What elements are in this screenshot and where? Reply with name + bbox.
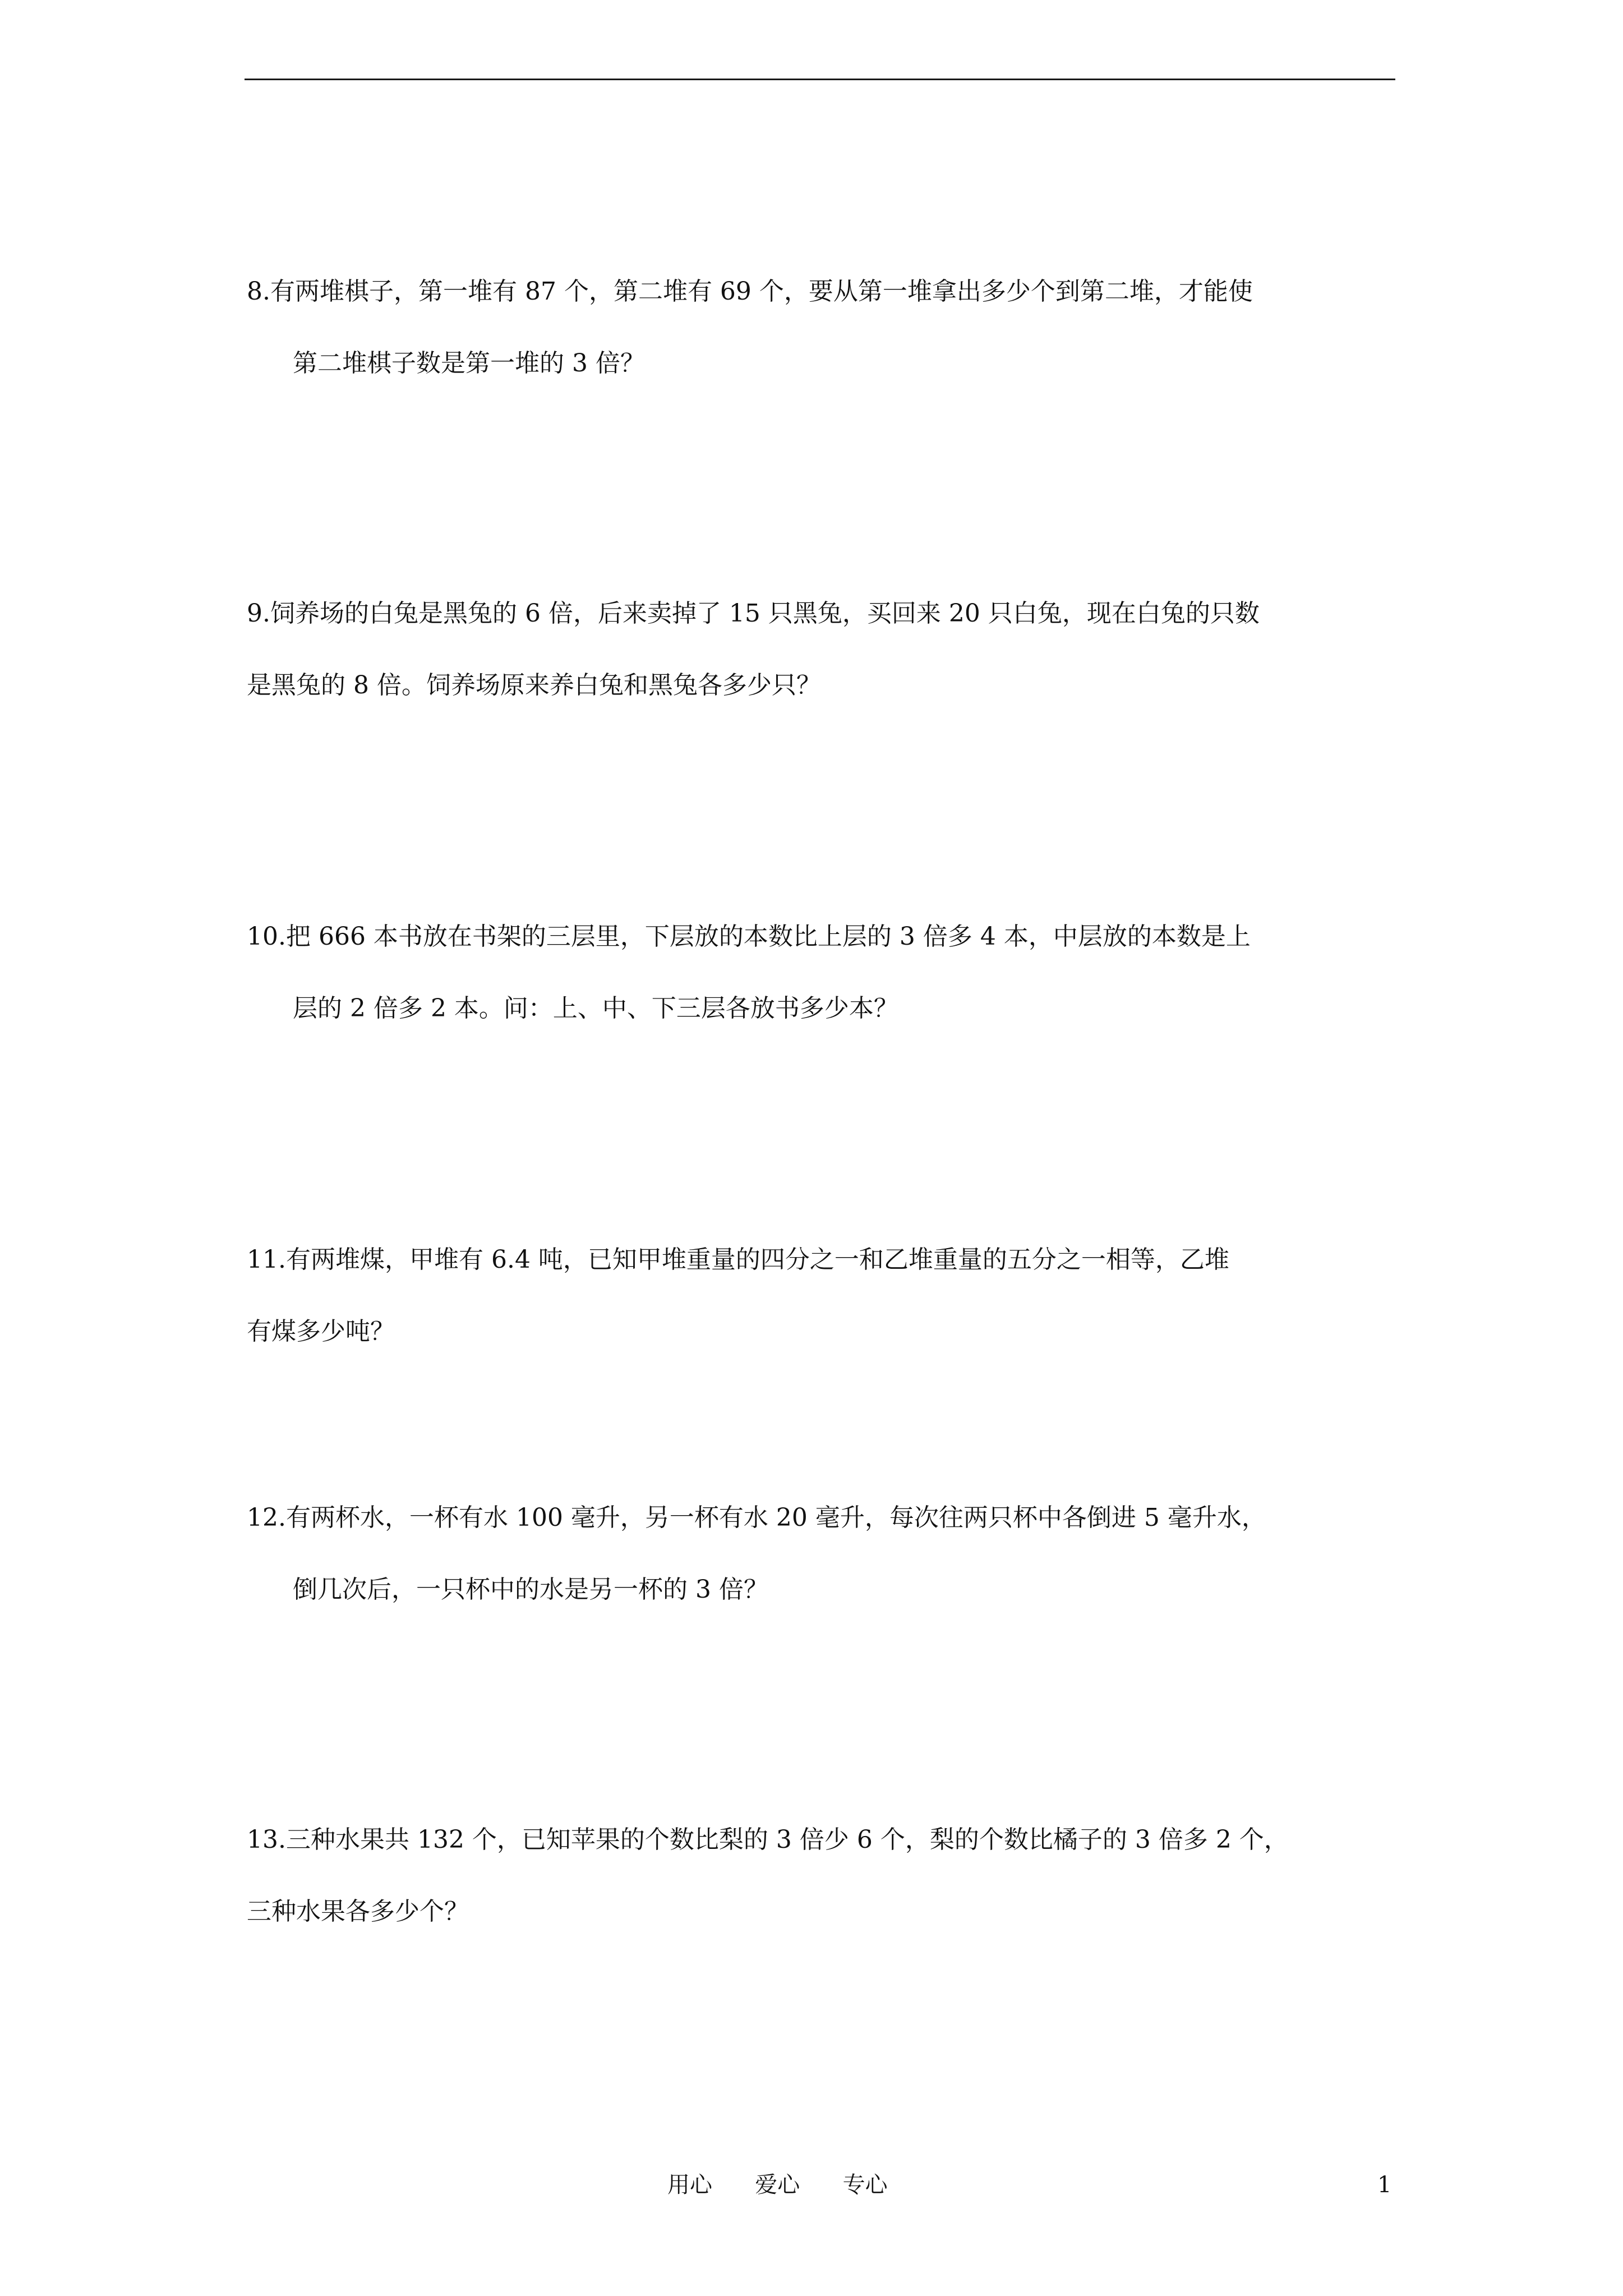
question-text-line: 有煤多少吨？	[247, 1317, 395, 1346]
question-text-line: 是黑兔的 8 倍。饲养场原来养白兔和黑兔各多少只？	[247, 671, 821, 700]
question-text-line: 第二堆棋子数是第一堆的 3 倍？	[293, 349, 645, 378]
question-text-line: 三种水果各多少个？	[247, 1897, 469, 1926]
header-rule	[245, 79, 1395, 80]
page-number: 1	[1377, 2172, 1392, 2198]
question-text-line: 12.有两杯水，一杯有水 100 毫升，另一杯有水 20 毫升，每次往两只杯中各倒进 5 毫升水，	[247, 1503, 1266, 1532]
question-text-line: 倒几次后，一只杯中的水是另一杯的 3 倍？	[293, 1575, 768, 1604]
question-text-line: 8.有两堆棋子，第一堆有 87 个，第二堆有 69 个，要从第一堆拿出多少个到第二堆，才能使	[247, 277, 1253, 306]
question-text-line: 13.三种水果共 132 个，已知苹果的个数比梨的 3 倍少 6 个，梨的个数比橘子的 3 倍多 2 个，	[247, 1825, 1289, 1854]
question-text-line: 10.把 666 本书放在书架的三层里，下层放的本数比上层的 3 倍多 4 本，中层放的本数是上	[247, 922, 1251, 951]
page-footer	[0, 2168, 1623, 2202]
footer-motto: 用心 爱心 专心	[667, 2172, 888, 2198]
question-text-line: 层的 2 倍多 2 本。问：上、中、下三层各放书多少本？	[293, 994, 898, 1023]
question-text-line: 9.饲养场的白兔是黑兔的 6 倍，后来卖掉了 15 只黑兔，买回来 20 只白兔，现在白兔的只数	[247, 599, 1260, 628]
question-text-line: 11.有两堆煤，甲堆有 6.4 吨，已知甲堆重量的四分之一和乙堆重量的五分之一相等，乙堆	[247, 1245, 1229, 1274]
